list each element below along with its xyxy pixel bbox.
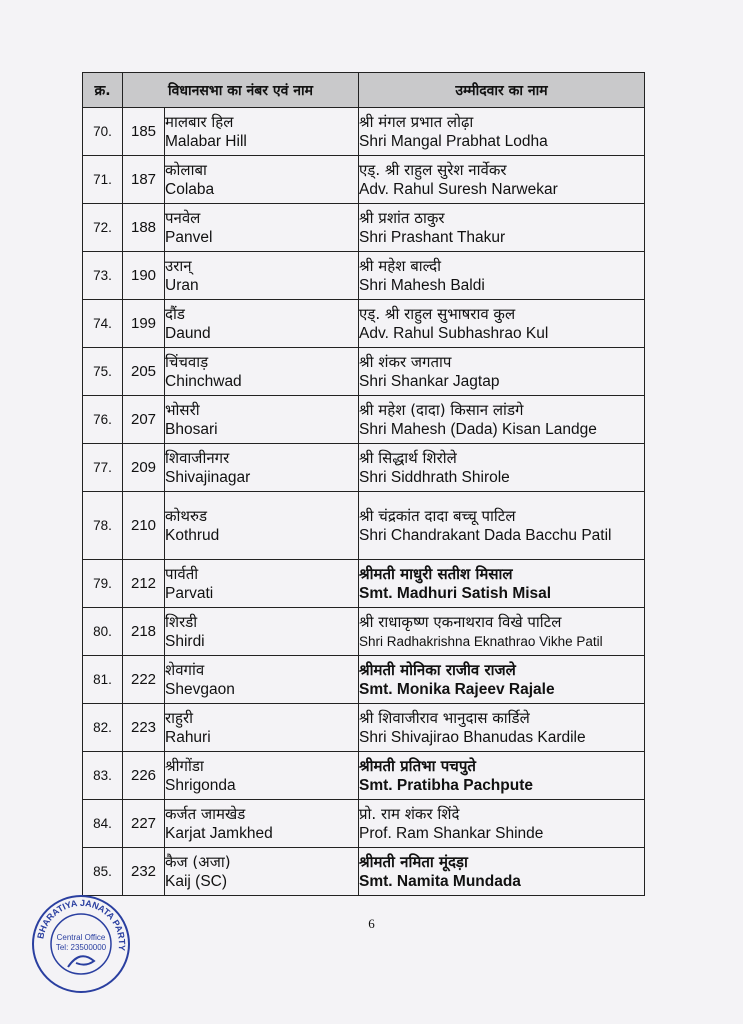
table-row xyxy=(83,752,645,800)
serial-number: 81. xyxy=(83,656,123,704)
table-row xyxy=(83,656,645,704)
serial-number: 72. xyxy=(83,204,123,252)
constituency-name xyxy=(165,656,359,704)
candidate-name-english: Shri Prashant Thakur xyxy=(359,229,506,246)
candidate-name-hindi: श्री राधाकृष्ण एकनाथराव विखे पाटिल xyxy=(359,613,562,631)
serial-number: 84. xyxy=(83,800,123,848)
constituency-name-hindi: कोलाबा xyxy=(165,161,207,179)
candidate-name-hindi: प्रो. राम शंकर शिंदे xyxy=(359,805,460,823)
header-candidate: उम्मीदवार का नाम xyxy=(359,73,645,108)
candidate-name-hindi: श्री चंद्रकांत दादा बच्चू पाटिल xyxy=(359,507,516,525)
constituency-name-english: Uran xyxy=(165,277,199,294)
candidate-name xyxy=(359,156,645,204)
candidate-name-hindi: श्री प्रशांत ठाकुर xyxy=(359,209,445,227)
header-constituency: विधानसभा का नंबर एवं नाम xyxy=(123,73,359,108)
candidate-name-hindi: श्री मंगल प्रभात लोढ़ा xyxy=(359,113,474,131)
constituency-number: 218 xyxy=(123,608,165,656)
candidate-name-english: Shri Mahesh Baldi xyxy=(359,277,485,294)
candidate-name-english: Smt. Madhuri Satish Misal xyxy=(359,585,552,602)
candidate-name xyxy=(359,752,645,800)
candidate-name-hindi: श्रीमती मोनिका राजीव राजले xyxy=(359,661,516,679)
table-header-row xyxy=(83,73,645,108)
constituency-number: 222 xyxy=(123,656,165,704)
candidate-name xyxy=(359,204,645,252)
candidate-name-hindi: एड्. श्री राहुल सुभाषराव कुल xyxy=(359,305,516,323)
serial-number: 70. xyxy=(83,108,123,156)
constituency-name-english: Kothrud xyxy=(165,527,220,544)
constituency-name xyxy=(165,204,359,252)
serial-number: 80. xyxy=(83,608,123,656)
constituency-name-english: Bhosari xyxy=(165,421,218,438)
constituency-name-english: Shivajinagar xyxy=(165,469,251,486)
candidate-name-english: Shri Shivajirao Bhanudas Kardile xyxy=(359,729,586,746)
constituency-name-hindi: शेवगांव xyxy=(165,661,205,679)
stamp-inner-line2: Tel: 23500000 xyxy=(55,943,107,952)
constituency-name-hindi: पार्वती xyxy=(165,565,199,583)
candidate-name xyxy=(359,252,645,300)
constituency-name-hindi: राहुरी xyxy=(165,709,194,727)
candidate-name-english: Prof. Ram Shankar Shinde xyxy=(359,825,544,842)
constituency-name-english: Kaij (SC) xyxy=(165,873,228,890)
candidate-name-hindi: श्री महेश बाल्दी xyxy=(359,257,441,275)
constituency-name-english: Shirdi xyxy=(165,633,205,650)
table-row xyxy=(83,848,645,896)
table-row xyxy=(83,560,645,608)
constituency-name xyxy=(165,252,359,300)
candidate-name-english: Smt. Pratibha Pachpute xyxy=(359,777,533,794)
serial-number: 75. xyxy=(83,348,123,396)
serial-number: 83. xyxy=(83,752,123,800)
table-row xyxy=(83,800,645,848)
candidate-name-hindi: श्री सिद्धार्थ शिरोले xyxy=(359,449,457,467)
constituency-name-english: Shrigonda xyxy=(165,777,236,794)
candidate-table xyxy=(82,72,645,896)
candidate-name xyxy=(359,656,645,704)
serial-number: 77. xyxy=(83,444,123,492)
constituency-name xyxy=(165,156,359,204)
table-row xyxy=(83,108,645,156)
table-row xyxy=(83,348,645,396)
constituency-name-hindi: भोसरी xyxy=(165,401,200,419)
stamp-ring-text: BHARATIYA JANATA PARTY xyxy=(35,897,128,952)
constituency-name xyxy=(165,848,359,896)
candidate-name-hindi: श्रीमती माधुरी सतीश मिसाल xyxy=(359,565,513,583)
constituency-number: 188 xyxy=(123,204,165,252)
constituency-number: 226 xyxy=(123,752,165,800)
constituency-name xyxy=(165,108,359,156)
constituency-name xyxy=(165,348,359,396)
constituency-number: 205 xyxy=(123,348,165,396)
constituency-name xyxy=(165,800,359,848)
table-row xyxy=(83,444,645,492)
table-row xyxy=(83,492,645,560)
candidate-name-hindi: श्रीमती नमिता मूंदड़ा xyxy=(359,853,468,871)
constituency-name-hindi: कोथरुड xyxy=(165,507,207,525)
serial-number: 76. xyxy=(83,396,123,444)
serial-number: 78. xyxy=(83,492,123,560)
candidate-name xyxy=(359,608,645,656)
candidate-name-hindi: एड्. श्री राहुल सुरेश नार्वेकर xyxy=(359,161,507,179)
candidate-name-hindi: श्री शंकर जगताप xyxy=(359,353,452,371)
constituency-name xyxy=(165,444,359,492)
constituency-number: 232 xyxy=(123,848,165,896)
header-serial: क्र. xyxy=(83,73,123,108)
constituency-name-hindi: श्रीगोंडा xyxy=(165,757,204,775)
party-office-stamp xyxy=(30,893,132,995)
constituency-name xyxy=(165,300,359,348)
constituency-number: 190 xyxy=(123,252,165,300)
candidate-name xyxy=(359,560,645,608)
candidate-name xyxy=(359,348,645,396)
constituency-number: 199 xyxy=(123,300,165,348)
constituency-name-english: Panvel xyxy=(165,229,213,246)
candidate-name xyxy=(359,848,645,896)
constituency-number: 212 xyxy=(123,560,165,608)
candidate-name-english: Shri Shankar Jagtap xyxy=(359,373,500,390)
candidate-name-hindi: श्रीमती प्रतिभा पचपुते xyxy=(359,757,476,775)
serial-number: 79. xyxy=(83,560,123,608)
candidate-name-hindi: श्री महेश (दादा) किसान लांडगे xyxy=(359,401,524,419)
candidate-name-english: Smt. Monika Rajeev Rajale xyxy=(359,681,555,698)
table-row xyxy=(83,156,645,204)
page-number: 6 xyxy=(368,916,375,931)
constituency-name xyxy=(165,704,359,752)
candidate-name xyxy=(359,492,645,560)
constituency-name-english: Malabar Hill xyxy=(165,133,247,150)
constituency-name xyxy=(165,492,359,560)
constituency-name-hindi: कैज (अजा) xyxy=(165,853,231,871)
candidate-name xyxy=(359,444,645,492)
constituency-name-english: Parvati xyxy=(165,585,214,602)
table-row xyxy=(83,204,645,252)
serial-number: 73. xyxy=(83,252,123,300)
candidate-name-english: Smt. Namita Mundada xyxy=(359,873,521,890)
constituency-number: 227 xyxy=(123,800,165,848)
constituency-name xyxy=(165,396,359,444)
constituency-number: 223 xyxy=(123,704,165,752)
constituency-name-english: Daund xyxy=(165,325,211,342)
constituency-name-hindi: कर्जत जामखेड xyxy=(165,805,246,823)
constituency-name-english: Colaba xyxy=(165,181,215,198)
constituency-name-english: Karjat Jamkhed xyxy=(165,825,273,842)
serial-number: 74. xyxy=(83,300,123,348)
constituency-name-hindi: शिवाजीनगर xyxy=(165,449,230,467)
candidate-name-english: Shri Mahesh (Dada) Kisan Landge xyxy=(359,421,597,438)
table-row xyxy=(83,608,645,656)
constituency-number: 185 xyxy=(123,108,165,156)
constituency-name-hindi: उरान् xyxy=(165,257,192,275)
constituency-number: 209 xyxy=(123,444,165,492)
candidate-name-english: Shri Mangal Prabhat Lodha xyxy=(359,133,548,150)
constituency-name xyxy=(165,752,359,800)
constituency-name xyxy=(165,608,359,656)
constituency-name-english: Rahuri xyxy=(165,729,211,746)
constituency-name-english: Shevgaon xyxy=(165,681,235,698)
candidate-name xyxy=(359,704,645,752)
constituency-name-hindi: चिंचवाड़ xyxy=(165,353,209,371)
candidate-name xyxy=(359,396,645,444)
constituency-number: 207 xyxy=(123,396,165,444)
constituency-name-hindi: शिरडी xyxy=(165,613,198,631)
constituency-name xyxy=(165,560,359,608)
serial-number: 71. xyxy=(83,156,123,204)
signature-scribble-icon xyxy=(68,956,94,967)
constituency-name-hindi: मालबार हिल xyxy=(165,113,234,131)
constituency-name-hindi: दौंड xyxy=(165,305,185,323)
candidate-name-english: Shri Radhakrishna Eknathrao Vikhe Patil xyxy=(359,634,603,649)
candidate-name xyxy=(359,800,645,848)
constituency-number: 187 xyxy=(123,156,165,204)
table-row xyxy=(83,396,645,444)
constituency-name-english: Chinchwad xyxy=(165,373,242,390)
candidate-name-english: Shri Siddhrath Shirole xyxy=(359,469,510,486)
constituency-name-hindi: पनवेल xyxy=(165,209,201,227)
candidate-name xyxy=(359,108,645,156)
candidate-name xyxy=(359,300,645,348)
candidate-name-english: Adv. Rahul Suresh Narwekar xyxy=(359,181,558,198)
candidate-name-hindi: श्री शिवाजीराव भानुदास कार्डिले xyxy=(359,709,530,727)
constituency-number: 210 xyxy=(123,492,165,560)
table-row xyxy=(83,252,645,300)
candidate-name-english: Shri Chandrakant Dada Bacchu Patil xyxy=(359,527,612,544)
serial-number: 85. xyxy=(83,848,123,896)
candidate-name-english: Adv. Rahul Subhashrao Kul xyxy=(359,325,549,342)
stamp-inner-line1: Central Office xyxy=(56,933,106,942)
serial-number: 82. xyxy=(83,704,123,752)
table-row xyxy=(83,300,645,348)
table-row xyxy=(83,704,645,752)
